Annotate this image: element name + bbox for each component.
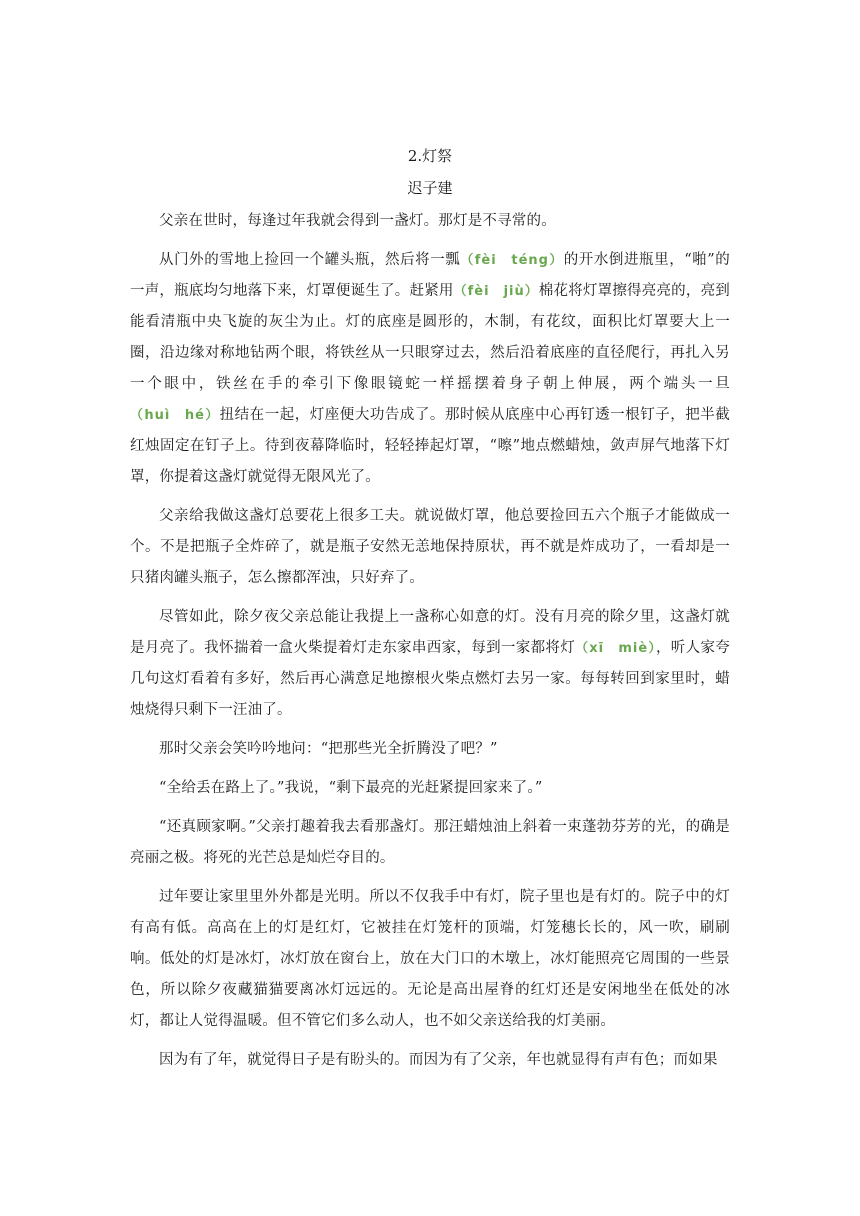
- paragraph-4-text-a: 尽管如此，除夕夜父亲总能让我提上一盏称心如意的灯。没有月亮的除夕里，这盏灯就是月亮了。我怀揣着一盒火柴提着灯走东家串西家，每到一家都将灯: [130, 609, 730, 656]
- paragraph-2-text-a: 从门外的雪地上捡回一个罐头瓶，然后将一瓢: [159, 252, 461, 268]
- pinyin-blank-1: （fèi téng）: [460, 253, 564, 268]
- paragraph-3: 父亲给我做这盏灯总要花上很多工夫。就说做灯罩，他总要捡回五六个瓶子才能做成一个。不是把瓶子全炸碎了，就是瓶子安然无恙地保持原状，再不就是炸成功了，一看却是一只猪肉罐头瓶子，怎么擦都浑浊，只好弃了。: [130, 508, 730, 586]
- paragraph-2-text-d: 扭结在一起，灯座便大功告成了。那时候从底座中心再钉透一根钉子，把半截红烛固定在钉子上。待到夜幕降临时，轻轻捧起灯罩，“嚓”地点燃蜡烛，敛声屏气地落下灯罩，你提着这盏灯就觉得无限风光了。: [130, 407, 730, 485]
- paragraph-2-text-b: 的开水倒进瓶里，“啪”的一声，瓶底均匀地落下来，灯罩便诞生了。赶紧用: [130, 252, 730, 299]
- paragraph-2: [130, 245, 730, 493]
- paragraph-5: 那时父亲会笑吟吟地问：“把那些光全折腾没了吧？”: [159, 741, 498, 757]
- pinyin-blank-2: （fèi jiù）: [453, 284, 539, 299]
- paragraph-4: [130, 602, 730, 726]
- document-page: [130, 140, 730, 1084]
- paragraph-2-text-c: 棉花将灯罩擦得亮亮的，亮到能看清瓶中央飞旋的灰尘为止。灯的底座是圆形的，木制，有花纹，面积比灯罩要大上一圈，沿边缘对称地钻两个眼，将铁丝从一只眼穿过去，然后沿着底座的直径爬行，再扎入另一个眼中，铁丝在手的牵引下像眼镜蛇一样摇摆着身子朝上伸展，两个端头一旦: [130, 283, 730, 392]
- paragraph-7: “还真顾家啊。”父亲打趣着我去看那盏灯。那汪蜡烛油上斜着一束蓬勃芬芳的光，的确是亮丽之极。将死的光芒总是灿烂夺目的。: [130, 819, 730, 866]
- paragraph-9: 因为有了年，就觉得日子是有盼头的。而因为有了父亲，年也就显得有声有色；而如果: [159, 1052, 718, 1068]
- paragraph-4-text-b: ，听人家夸几句这灯看着有多好，然后再心满意足地擦根火柴点燃灯去另一家。每每转回到家里时，蜡烛烧得只剩下一汪油了。: [130, 640, 730, 718]
- document-author: 迟子建: [407, 179, 453, 197]
- pinyin-blank-4: （xī miè）: [575, 641, 656, 656]
- paragraph-8: 过年要让家里里外外都是光明。所以不仅我手中有灯，院子里也是有灯的。院子中的灯有高有低。高高在上的灯是红灯，它被挂在灯笼杆的顶端，灯笼穗长长的，风一吹，刷刷响。低处的灯是冰灯，冰灯放在窗台上，放在大门口的木墩上，冰灯能照亮它周围的一些景色，所以除夕夜藏猫猫要离冰灯远远的。无论是高出屋脊的红灯还是安闲地坐在低处的冰灯，都让人觉得温暖。但不管它们多么动人，也不如父亲送给我的灯美丽。: [130, 889, 730, 1029]
- paragraph-6: “全给丢在路上了。”我说，“剩下最亮的光赶紧提回家来了。”: [159, 780, 543, 796]
- pinyin-blank-3: （huì hé）: [130, 408, 220, 423]
- paragraph-1: 父亲在世时，每逢过年我就会得到一盏灯。那灯是不寻常的。: [159, 213, 556, 229]
- document-title: 2.灯祭: [407, 147, 453, 165]
